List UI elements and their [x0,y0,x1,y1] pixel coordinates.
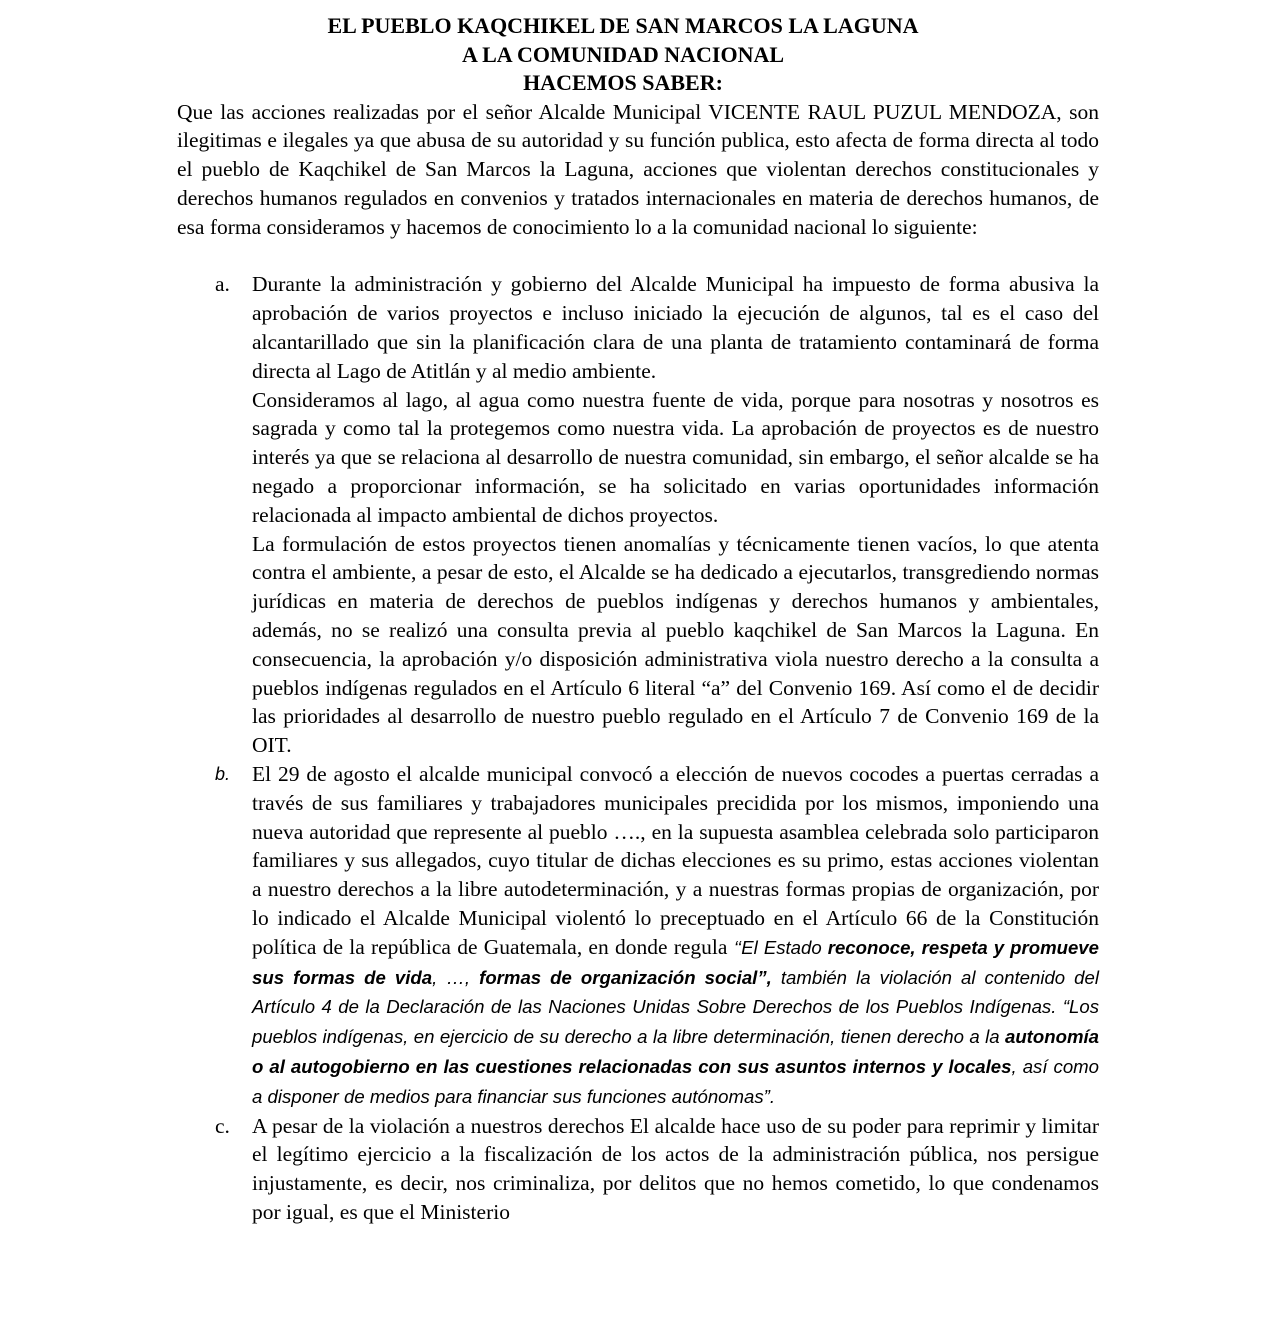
quote-constitution-open: ‘‘El Estado [733,936,828,958]
item-a-paragraph-2: Consideramos al lago, al agua como nuestra fuente de vida, porque para nosotras y nosotros es sagrada y como tal la protegemos como nuestra vida. La aprobación de proyectos es de nuestro interés ya que se relaciona al desarrollo de nuestra comunidad, sin embargo, el señor alcalde se ha negado a proporcionar información, se ha solicitado en varias oportunidades información relacionada al impacto ambiental de dichos proyectos. [252,387,1099,527]
item-b-text: El 29 de agosto el alcalde municipal convocó a elección de nuevos cocodes a puertas cerradas a través de sus familiares y trabajadores municipales precidida por los mismos, imponiendo una nueva autoridad que represente al pueblo …., en la supuesta asamblea celebrada solo participaron familiares y sus allegados, cuyo titular de dichas elecciones es su primo, estas acciones violentan a nuestro derechos a la libre autodeterminación, y a nuestras formas propias de organización, por lo indicado el Alcalde Municipal violentó lo preceptuado en el Artículo 66 de la Constitución política de la república de Guatemala, en donde regula [252,762,1099,959]
intro-paragraph: Que las acciones realizadas por el señor Alcalde Municipal VICENTE RAUL PUZUL MENDOZA, son ilegitimas e ilegales ya que abusa de su autoridad y su función publica, esto afecta de forma directa al todo el pueblo de Kaqchikel de San Marcos la Laguna, acciones que violentan derechos constitucionales y derechos humanos regulados en convenios y tratados internacionales en materia de derechos humanos, de esa forma consideramos y hacemos de conocimiento lo a la comunidad nacional lo siguiente: [177,99,1099,239]
list-marker-c: c. [215,1113,230,1138]
quote-declaration-intro: también la violación al contenido del Artículo 4 de la Declaración de las Naciones Unidas Sobre Derechos de los Pueblos Indígenas. “Los pueblos indígenas, en ejercicio de su derecho a la libre determinación, tienen derecho a la [252,966,1099,1048]
heading-line-3: HACEMOS SABER: [523,70,723,95]
document-page [177,12,1099,1227]
heading-line-1: EL PUEBLO KAQCHIKEL DE SAN MARCOS LA LAGUNA [327,13,919,38]
list-marker-a: a. [215,272,230,297]
list-item-c [177,1112,1099,1227]
quote-declaration-emphasis: autonomía o al autogobierno en las cuestiones relacionadas con sus asuntos internos y locales [252,1026,1099,1077]
list-item-b [177,760,1099,1112]
quote-constitution-ellipsis: , …, [432,966,480,988]
quote-constitution-emphasis-2: formas de organización social [479,966,758,988]
item-a-paragraph-3: La formulación de estos proyectos tienen anomalías y técnicamente tienen vacíos, lo que atenta contra el ambiente, a pesar de esto, el Alcalde se ha dedicado a ejecutarlos, transgrediendo normas jurídicas en materia de derechos de pueblos indígenas y derechos humanos y ambientales, además, no se realizó una consulta previa al pueblo kaqchikel de San Marcos la Laguna. En consecuencia, la aprobación y/o disposición administrativa viola nuestro derecho a la consulta a pueblos indígenas regulados en el Artículo 6 literal “a” del Convenio 169. Así como el de decidir las prioridades al desarrollo de nuestro pueblo regulado en el Artículo 7 de Convenio 169 de la OIT. [252,531,1099,758]
document-heading [147,12,1099,98]
item-b-paragraph [252,760,1099,1112]
item-a-paragraph-1: Durante la administración y gobierno del Alcalde Municipal ha impuesto de forma abusiva la aprobación de varios proyectos e incluso iniciado la ejecución de algunos, tal es el caso del alcantarillado que sin la planificación clara de una planta de tratamiento contaminará de forma directa al Lago de Atitlán y al medio ambiente. [252,272,1099,383]
declaration-list [177,270,1099,1226]
quote-declaration-close: , así como a disponer de medios para financiar sus funciones autónomas”. [252,1056,1099,1107]
heading-line-2: A LA COMUNIDAD NACIONAL [461,41,785,67]
quote-constitution-close: ”, [757,966,772,988]
list-item-a [177,270,1099,760]
quote-constitution-emphasis-1: reconoce, respeta y promueve sus formas de vida [252,936,1099,988]
item-c-paragraph: A pesar de la violación a nuestros derechos El alcalde hace uso de su poder para reprimir y limitar el legítimo ejercicio a la fiscalización de los actos de la administración pública, nos persigue injustamente, es decir, nos criminaliza, por delitos que no hemos cometido, lo que condenamos por igual, es que el Ministerio [252,1113,1099,1224]
item-b-quote [252,937,1099,1107]
list-marker-b: b. [215,764,231,785]
